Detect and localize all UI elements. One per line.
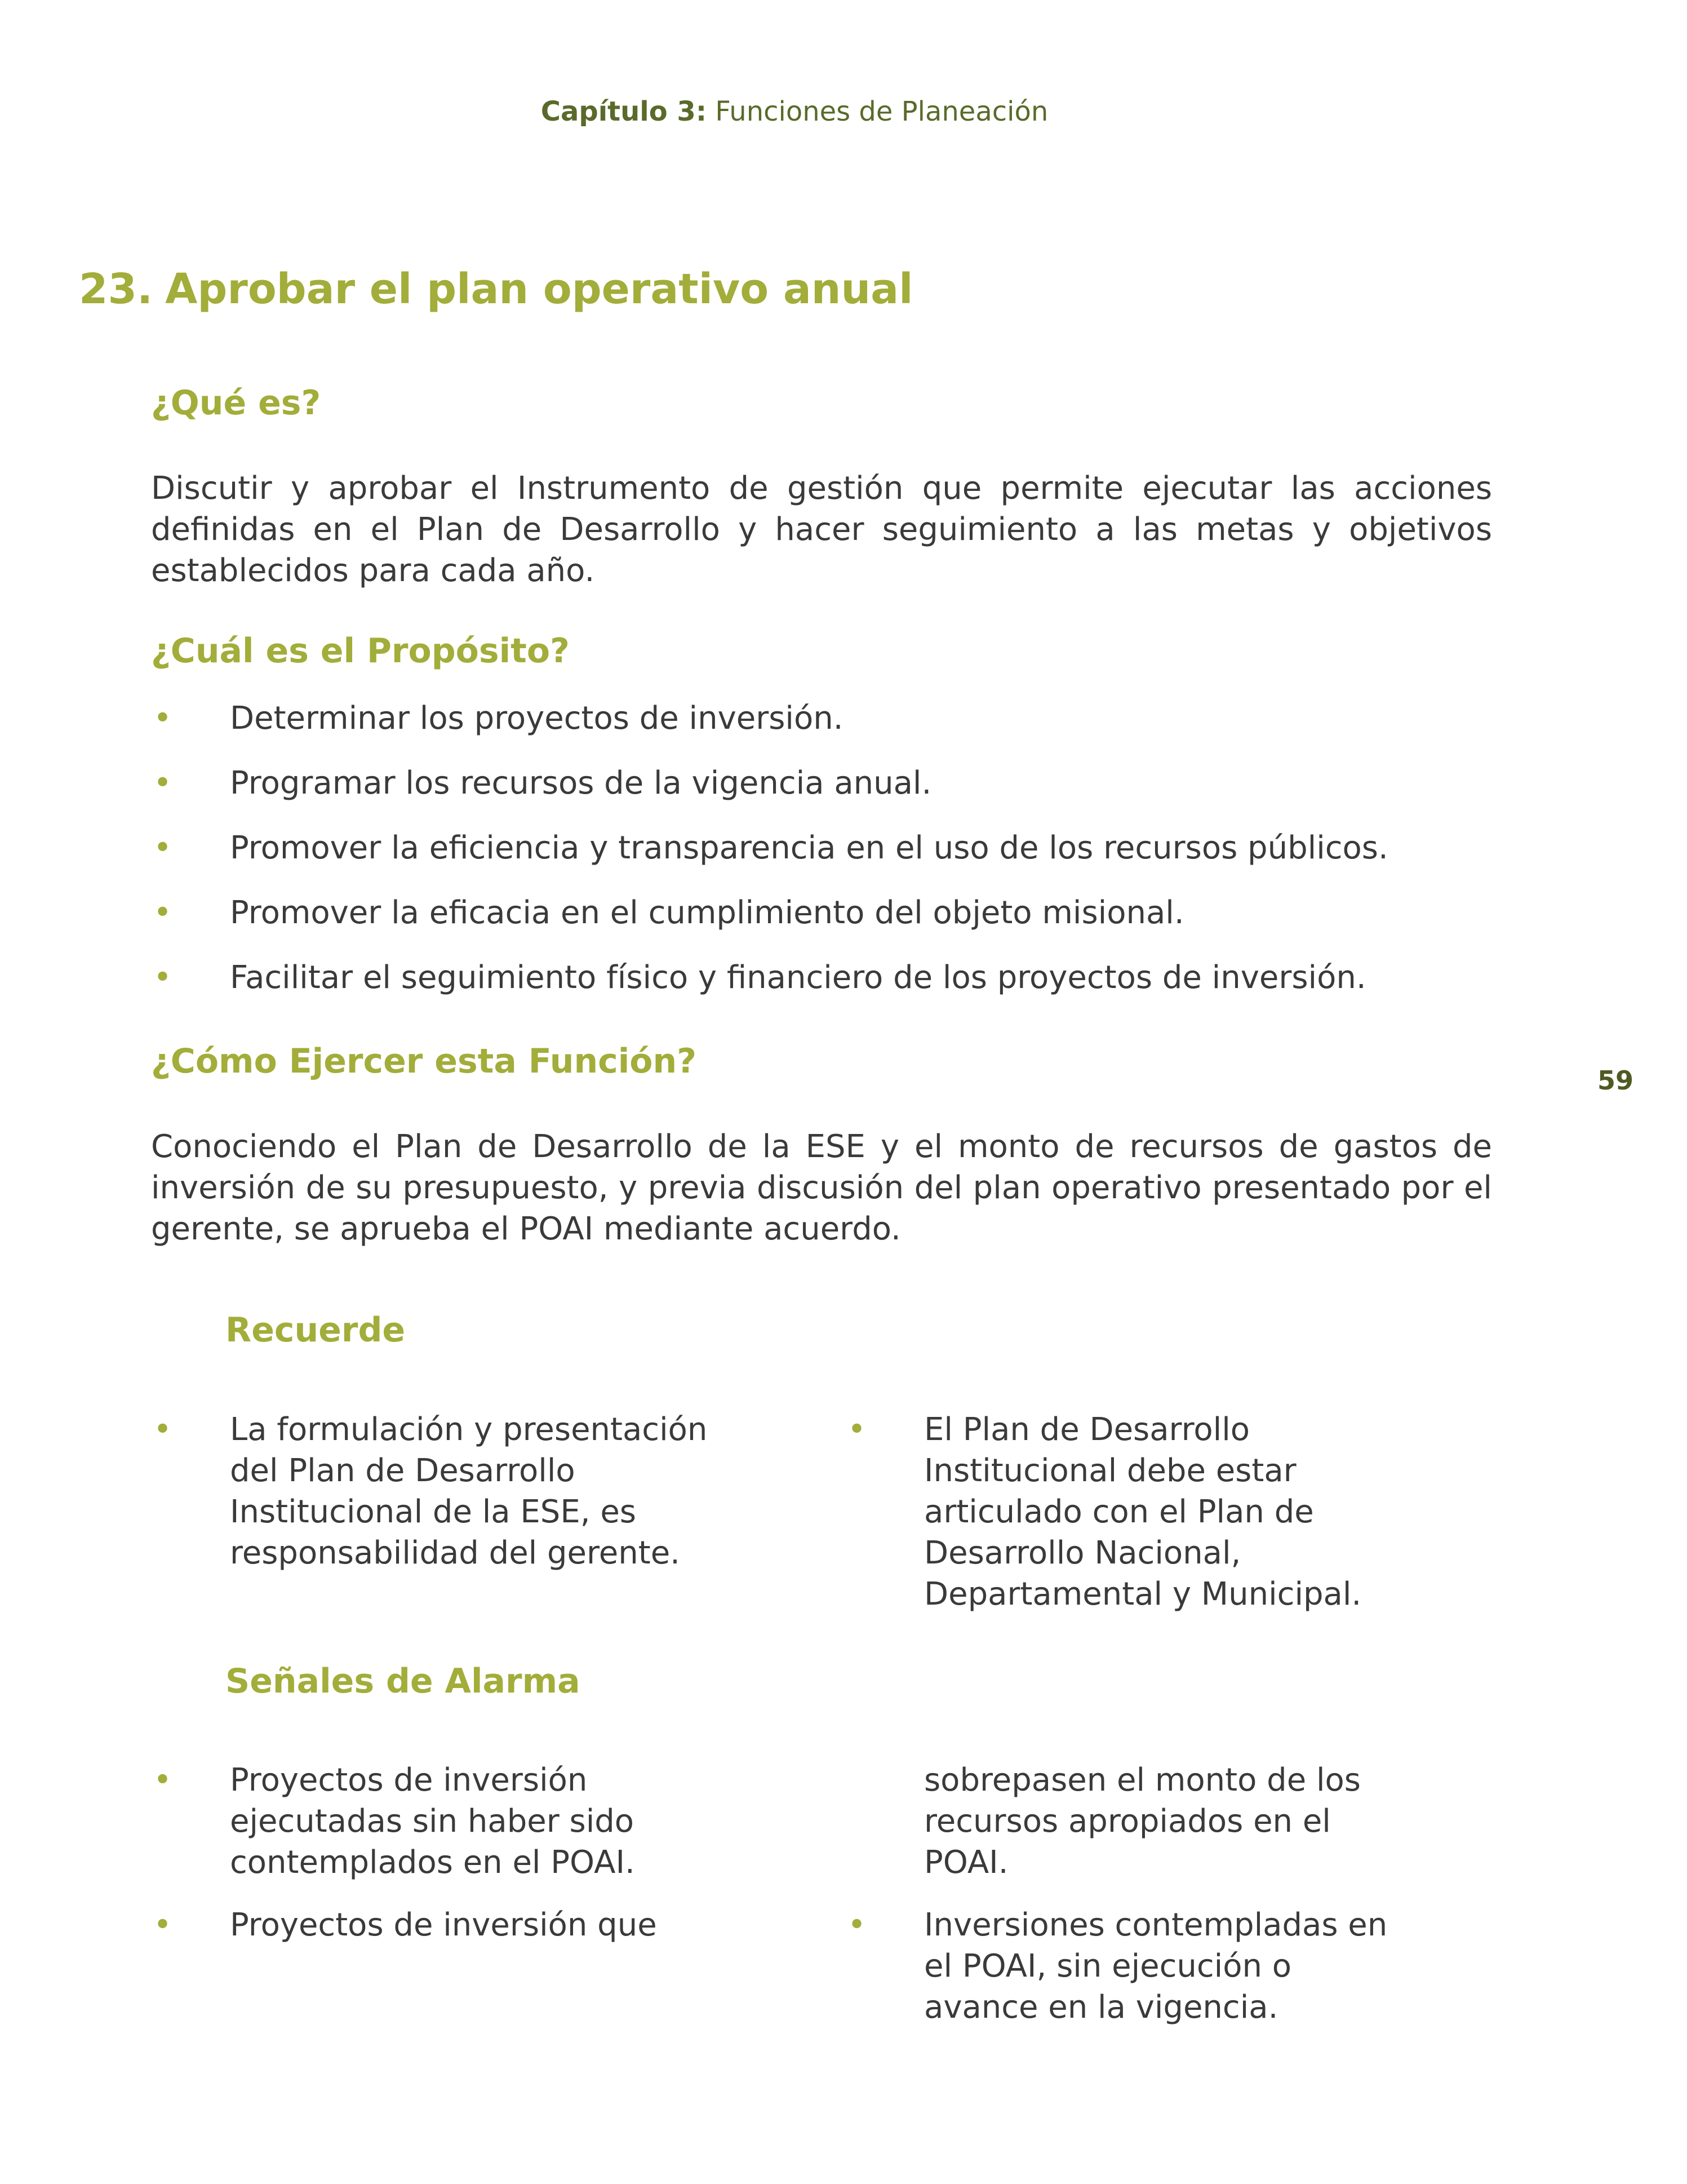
proposito-list bbox=[151, 698, 1492, 998]
bullet-icon: • bbox=[153, 1762, 172, 1798]
chapter-title: Funciones de Planeación bbox=[715, 96, 1049, 127]
que-es-heading: ¿Qué es? bbox=[151, 383, 321, 423]
list-item-text: Determinar los proyectos de inversión. bbox=[230, 700, 844, 737]
bullet-icon: • bbox=[153, 1907, 172, 1943]
recuerde-right-list bbox=[845, 1409, 1409, 1615]
list-item bbox=[151, 1409, 714, 1574]
list-item bbox=[151, 892, 1492, 933]
recuerde-right-column bbox=[845, 1409, 1409, 1615]
como-ejercer-body bbox=[151, 1126, 1492, 1250]
section-title bbox=[79, 265, 913, 313]
section-number: 23. bbox=[79, 265, 153, 313]
list-item-text: Proyectos de inversión ejecutadas sin haber sido contemplados en el POAI. bbox=[230, 1762, 635, 1881]
alarma-left-column bbox=[151, 1760, 714, 1946]
proposito-heading: ¿Cuál es el Propósito? bbox=[151, 631, 570, 671]
list-item-text: Proyectos de inversión que bbox=[230, 1907, 657, 1943]
list-item-text: La formulación y presentación del Plan de Desarrollo Institucional de la ESE, es responsabilidad del gerente. bbox=[230, 1411, 708, 1571]
que-es-body bbox=[151, 468, 1492, 591]
list-item bbox=[151, 827, 1492, 869]
bullet-icon: • bbox=[153, 959, 172, 996]
alarma-left-list bbox=[151, 1760, 714, 1946]
proposito-body bbox=[151, 698, 1492, 1022]
bullet-icon: • bbox=[153, 894, 172, 931]
como-ejercer-text: Conociendo el Plan de Desarrollo de la ESE y el monto de recursos de gastos de inversión de su presupuesto, y previa discusión del plan operativo presentado por el gerente, se aprueba el POAI mediante acuerdo. bbox=[151, 1128, 1492, 1247]
como-ejercer-section bbox=[151, 1042, 1492, 1081]
page-number: 59 bbox=[1597, 1065, 1633, 1096]
bullet-icon: • bbox=[153, 700, 172, 737]
list-item bbox=[845, 1409, 1409, 1615]
list-item bbox=[845, 1904, 1409, 2028]
section-title-text: Aprobar el plan operativo anual bbox=[165, 265, 913, 313]
list-item bbox=[151, 1760, 714, 1883]
recuerde-left-column bbox=[151, 1409, 714, 1574]
que-es-text: Discutir y aprobar el Instrumento de gestión que permite ejecutar las acciones definidas en el Plan de Desarrollo y hacer seguimiento a las metas y objetivos establecidos para cada año. bbox=[151, 470, 1492, 589]
alarma-section bbox=[225, 1662, 1566, 1701]
bullet-icon: • bbox=[153, 1411, 172, 1448]
list-item-text: Promover la eficacia en el cumplimiento del objeto misional. bbox=[230, 894, 1184, 931]
list-item-text: sobrepasen el monto de los recursos apropiados en el POAI. bbox=[924, 1762, 1361, 1881]
que-es-section bbox=[151, 383, 1492, 423]
list-item bbox=[151, 698, 1492, 739]
como-ejercer-heading: ¿Cómo Ejercer esta Función? bbox=[151, 1042, 697, 1081]
recuerde-left-list bbox=[151, 1409, 714, 1574]
alarma-right-column bbox=[845, 1760, 1409, 2028]
bullet-icon: • bbox=[847, 1907, 867, 1943]
list-item bbox=[151, 957, 1492, 998]
alarma-heading: Señales de Alarma bbox=[225, 1662, 580, 1701]
bullet-icon: • bbox=[847, 1411, 867, 1448]
list-item-text: El Plan de Desarrollo Institucional debe estar articulado con el Plan de Desarrollo Nacional, Departamental y Municipal. bbox=[924, 1411, 1362, 1612]
list-item-text: Inversiones contempladas en el POAI, sin ejecución o avance en la vigencia. bbox=[924, 1907, 1388, 2026]
running-header bbox=[0, 96, 1589, 127]
alarma-right-list bbox=[845, 1760, 1409, 2028]
chapter-label: Capítulo 3: bbox=[540, 96, 707, 127]
recuerde-heading: Recuerde bbox=[225, 1310, 406, 1350]
list-item-text: Facilitar el seguimiento físico y financiero de los proyectos de inversión. bbox=[230, 959, 1366, 996]
bullet-icon: • bbox=[153, 830, 172, 866]
list-item bbox=[151, 763, 1492, 804]
bullet-icon: • bbox=[153, 765, 172, 801]
proposito-section bbox=[151, 631, 1492, 671]
list-item bbox=[151, 1904, 714, 1946]
list-item-text: Promover la eficiencia y transparencia en el uso de los recursos públicos. bbox=[230, 830, 1388, 866]
list-item-continuation bbox=[845, 1760, 1409, 1883]
list-item-text: Programar los recursos de la vigencia anual. bbox=[230, 765, 932, 801]
recuerde-section bbox=[225, 1310, 1566, 1350]
